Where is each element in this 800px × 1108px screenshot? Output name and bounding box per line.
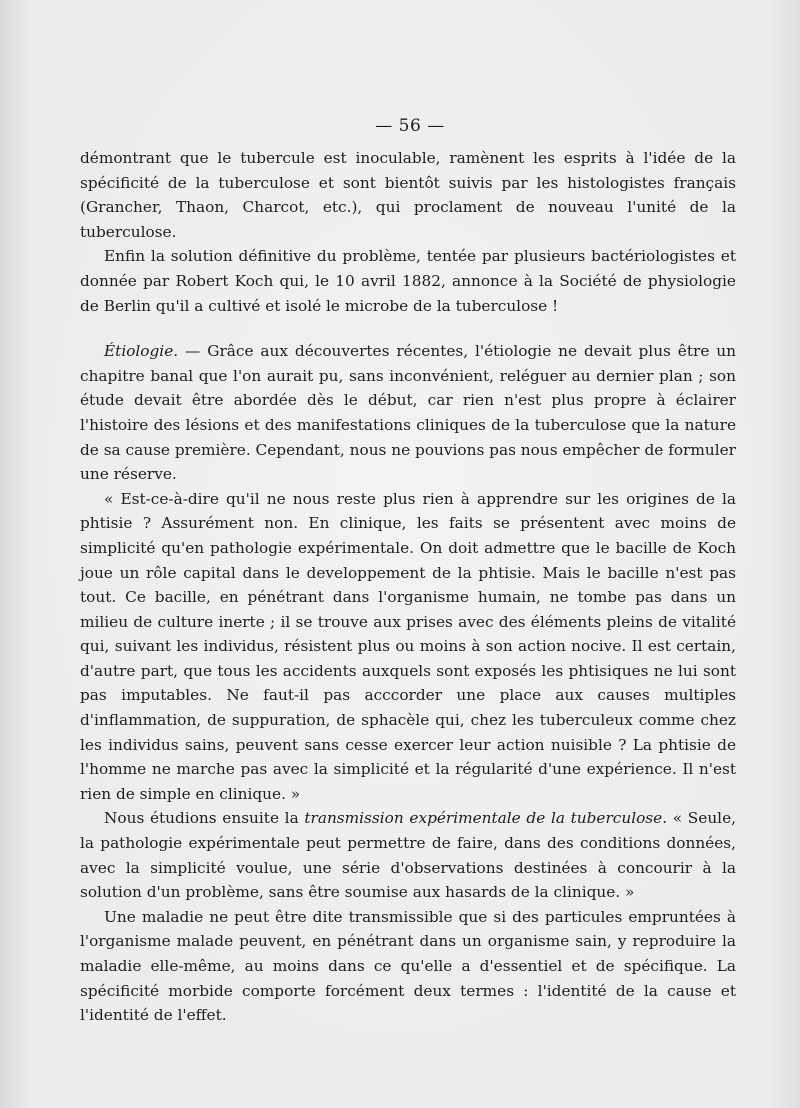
- paragraph-2: Enfin la solution définitive du problème, tentée par plusieurs bactériologistes et donnée par Robert Koch qui, le 10 avril 1882, annonce à la Société de physiologie de Berlin qu'il a cultivé et isolé le microbe de la tuberculose !: [80, 247, 736, 315]
- page-number: — 56 —: [375, 116, 445, 136]
- section-heading-etiologie: Étiologie.: [104, 342, 179, 361]
- paragraph-etiologie: [80, 339, 736, 487]
- paragraph-transmission-italic: transmission expérimentale de la tuberculose.: [304, 809, 668, 828]
- paragraph-transmission-lead: Nous étudions ensuite la: [104, 809, 305, 828]
- paragraph-1: démontrant que le tubercule est inoculable, ramènent les esprits à l'idée de la spécificité de la tuberculose et sont bientôt suivis par les histologistes français (Grancher, Thaon, Charcot, etc.), qui proclament de nouveau l'unité de la tuberculose.: [80, 149, 736, 241]
- paragraph-maladie: Une maladie ne peut être dite transmissible que si des particules empruntées à l'organisme malade peuvent, en pénétrant dans un organisme sain, y reproduire la maladie elle-même, au moins dans ce qu'elle a d'essentiel et de spécifique. La spécificité morbide comporte forcément deux termes : l'identité de la cause et l'identité de l'effet.: [80, 907, 736, 1025]
- body-text: [80, 146, 736, 1028]
- paragraph-etiologie-body: — Grâce aux découvertes récentes, l'étiologie ne devait plus être un chapitre banal que l'on aurait pu, sans inconvénient, reléguer au dernier plan ; son étude devait être abordée dès le début, car rien n'est plus propre à éclairer l'histoire des lésions et des manifestations cliniques de la tuberculose que la nature de sa cause première. Cependant, nous ne pouvions pas nous empêcher de formuler une réserve.: [80, 342, 736, 484]
- paragraph-quote: « Est-ce-à-dire qu'il ne nous reste plus rien à apprendre sur les origines de la phtisie ? Assurément non. En clinique, les faits se présentent avec moins de simplicité qu'en pathologie expérimentale. On doit admettre que le bacille de Koch joue un rôle capital dans le developpement de la phtisie. Mais le bacille n'est pas tout. Ce bacille, en pénétrant dans l'organisme humain, ne tombe pas dans un milieu de culture inerte ; il se trouve aux prises avec des éléments pleins de vitalité qui, suivant les individus, résistent plus ou moins à son action nocive. Il est certain, d'autre part, que tous les accidents auxquels sont exposés les phtisiques ne lui sont pas imputables. Ne faut-il pas acccorder une place aux causes multiples d'inflammation, de suppuration, de sphacèle qui, chez les tuberculeux comme chez les individus sains, peuvent sans cesse exercer leur action nuisible ? La phtisie de l'homme ne marche pas avec la simplicité et la régularité d'une expérience. Il n'est rien de simple en clinique. »: [80, 489, 736, 803]
- paragraph-transmission-rest: « Seule, la pathologie expérimentale peut permettre de faire, dans des conditions données, avec la simplicité voulue, une série d'observations destinées à concourir à la solution d'un problème, sans être soumise aux hasards de la clinique. »: [80, 809, 736, 902]
- paragraph-transmission: [80, 806, 736, 904]
